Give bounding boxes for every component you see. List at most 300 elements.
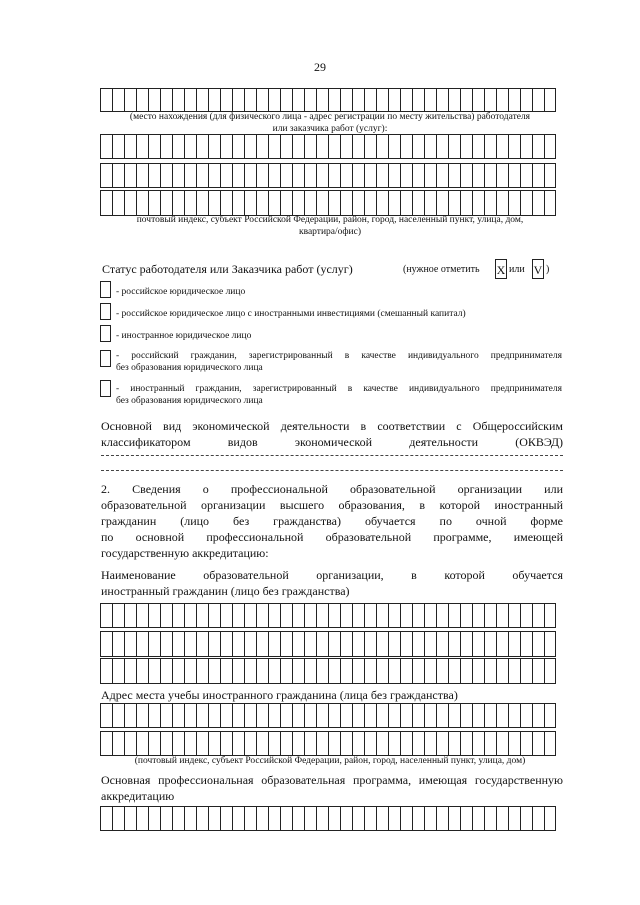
char-cell[interactable]	[172, 135, 184, 158]
char-cell[interactable]	[304, 604, 316, 627]
char-cell[interactable]	[472, 659, 484, 683]
char-cell[interactable]	[436, 604, 448, 627]
char-cell[interactable]	[448, 732, 460, 755]
char-cell[interactable]	[376, 164, 388, 187]
char-cell[interactable]	[208, 604, 220, 627]
char-cell[interactable]	[532, 164, 544, 187]
char-cell[interactable]	[460, 135, 472, 158]
char-cell[interactable]	[508, 659, 520, 683]
char-cell[interactable]	[400, 604, 412, 627]
char-cell[interactable]	[160, 659, 172, 683]
char-cell[interactable]	[208, 135, 220, 158]
char-cell[interactable]	[244, 604, 256, 627]
char-cell[interactable]	[376, 807, 388, 830]
char-cell[interactable]	[268, 807, 280, 830]
char-cell[interactable]	[160, 704, 172, 727]
char-cell[interactable]	[196, 135, 208, 158]
char-cell[interactable]	[136, 659, 148, 683]
char-cell[interactable]	[460, 604, 472, 627]
char-cell[interactable]	[520, 135, 532, 158]
char-cell[interactable]	[412, 807, 424, 830]
char-cell[interactable]	[112, 704, 124, 727]
char-cell[interactable]	[136, 632, 148, 656]
char-cell[interactable]	[460, 807, 472, 830]
char-cell[interactable]	[124, 704, 136, 727]
location-grid-row-1[interactable]	[100, 88, 556, 112]
char-cell[interactable]	[400, 659, 412, 683]
char-cell[interactable]	[184, 732, 196, 755]
char-cell[interactable]	[376, 89, 388, 111]
char-cell[interactable]	[112, 135, 124, 158]
char-cell[interactable]	[268, 191, 280, 215]
char-cell[interactable]	[328, 704, 340, 727]
char-cell[interactable]	[316, 164, 328, 187]
char-cell[interactable]	[412, 89, 424, 111]
char-cell[interactable]	[148, 732, 160, 755]
char-cell[interactable]	[496, 632, 508, 656]
char-cell[interactable]	[388, 191, 400, 215]
char-cell[interactable]	[448, 632, 460, 656]
char-cell[interactable]	[268, 732, 280, 755]
char-cell[interactable]	[136, 164, 148, 187]
char-cell[interactable]	[280, 659, 292, 683]
char-cell[interactable]	[280, 732, 292, 755]
char-cell[interactable]	[328, 807, 340, 830]
char-cell[interactable]	[136, 732, 148, 755]
char-cell[interactable]	[496, 135, 508, 158]
char-cell[interactable]	[268, 164, 280, 187]
char-cell[interactable]	[484, 604, 496, 627]
char-cell[interactable]	[520, 732, 532, 755]
char-cell[interactable]	[484, 164, 496, 187]
char-cell[interactable]	[412, 164, 424, 187]
char-cell[interactable]	[232, 191, 244, 215]
char-cell[interactable]	[148, 604, 160, 627]
char-cell[interactable]	[208, 89, 220, 111]
char-cell[interactable]	[112, 89, 124, 111]
char-cell[interactable]	[364, 89, 376, 111]
char-cell[interactable]	[448, 659, 460, 683]
char-cell[interactable]	[352, 732, 364, 755]
char-cell[interactable]	[172, 604, 184, 627]
char-cell[interactable]	[316, 807, 328, 830]
char-cell[interactable]	[280, 604, 292, 627]
char-cell[interactable]	[448, 604, 460, 627]
char-cell[interactable]	[148, 135, 160, 158]
address-grid-row-2[interactable]	[100, 163, 556, 188]
char-cell[interactable]	[244, 89, 256, 111]
char-cell[interactable]	[460, 191, 472, 215]
char-cell[interactable]	[124, 604, 136, 627]
char-cell[interactable]	[544, 659, 556, 683]
char-cell[interactable]	[472, 807, 484, 830]
char-cell[interactable]	[388, 164, 400, 187]
char-cell[interactable]	[292, 632, 304, 656]
char-cell[interactable]	[328, 604, 340, 627]
char-cell[interactable]	[100, 632, 112, 656]
status-checkbox-2[interactable]	[100, 303, 111, 320]
char-cell[interactable]	[364, 807, 376, 830]
char-cell[interactable]	[292, 164, 304, 187]
char-cell[interactable]	[100, 191, 112, 215]
char-cell[interactable]	[400, 89, 412, 111]
char-cell[interactable]	[460, 704, 472, 727]
char-cell[interactable]	[280, 704, 292, 727]
char-cell[interactable]	[244, 164, 256, 187]
char-cell[interactable]	[124, 732, 136, 755]
char-cell[interactable]	[352, 89, 364, 111]
char-cell[interactable]	[412, 604, 424, 627]
char-cell[interactable]	[340, 164, 352, 187]
char-cell[interactable]	[328, 659, 340, 683]
org-name-grid-row-2[interactable]	[100, 631, 556, 657]
char-cell[interactable]	[232, 604, 244, 627]
address-grid-row-3[interactable]	[100, 190, 556, 216]
char-cell[interactable]	[532, 704, 544, 727]
char-cell[interactable]	[124, 659, 136, 683]
char-cell[interactable]	[364, 164, 376, 187]
char-cell[interactable]	[292, 135, 304, 158]
char-cell[interactable]	[508, 807, 520, 830]
char-cell[interactable]	[520, 632, 532, 656]
char-cell[interactable]	[232, 807, 244, 830]
char-cell[interactable]	[484, 659, 496, 683]
char-cell[interactable]	[352, 604, 364, 627]
char-cell[interactable]	[496, 191, 508, 215]
char-cell[interactable]	[292, 604, 304, 627]
char-cell[interactable]	[532, 732, 544, 755]
char-cell[interactable]	[352, 659, 364, 683]
char-cell[interactable]	[472, 89, 484, 111]
char-cell[interactable]	[196, 191, 208, 215]
char-cell[interactable]	[328, 191, 340, 215]
char-cell[interactable]	[424, 164, 436, 187]
char-cell[interactable]	[124, 632, 136, 656]
char-cell[interactable]	[352, 164, 364, 187]
char-cell[interactable]	[220, 732, 232, 755]
char-cell[interactable]	[496, 89, 508, 111]
char-cell[interactable]	[208, 164, 220, 187]
char-cell[interactable]	[376, 632, 388, 656]
char-cell[interactable]	[196, 89, 208, 111]
char-cell[interactable]	[112, 732, 124, 755]
char-cell[interactable]	[340, 89, 352, 111]
char-cell[interactable]	[160, 807, 172, 830]
char-cell[interactable]	[472, 135, 484, 158]
char-cell[interactable]	[124, 89, 136, 111]
char-cell[interactable]	[112, 164, 124, 187]
char-cell[interactable]	[352, 704, 364, 727]
char-cell[interactable]	[184, 89, 196, 111]
char-cell[interactable]	[436, 632, 448, 656]
char-cell[interactable]	[208, 659, 220, 683]
study-address-grid-row-2[interactable]	[100, 731, 556, 756]
char-cell[interactable]	[292, 732, 304, 755]
char-cell[interactable]	[424, 89, 436, 111]
char-cell[interactable]	[472, 191, 484, 215]
char-cell[interactable]	[256, 164, 268, 187]
char-cell[interactable]	[148, 89, 160, 111]
char-cell[interactable]	[436, 89, 448, 111]
char-cell[interactable]	[280, 135, 292, 158]
char-cell[interactable]	[196, 704, 208, 727]
char-cell[interactable]	[436, 191, 448, 215]
char-cell[interactable]	[292, 89, 304, 111]
char-cell[interactable]	[256, 632, 268, 656]
char-cell[interactable]	[244, 135, 256, 158]
char-cell[interactable]	[184, 164, 196, 187]
char-cell[interactable]	[508, 164, 520, 187]
char-cell[interactable]	[244, 191, 256, 215]
char-cell[interactable]	[172, 659, 184, 683]
char-cell[interactable]	[508, 191, 520, 215]
char-cell[interactable]	[484, 807, 496, 830]
char-cell[interactable]	[160, 191, 172, 215]
char-cell[interactable]	[496, 732, 508, 755]
char-cell[interactable]	[220, 807, 232, 830]
char-cell[interactable]	[220, 164, 232, 187]
char-cell[interactable]	[484, 135, 496, 158]
char-cell[interactable]	[124, 164, 136, 187]
char-cell[interactable]	[256, 807, 268, 830]
char-cell[interactable]	[388, 659, 400, 683]
char-cell[interactable]	[460, 732, 472, 755]
char-cell[interactable]	[376, 732, 388, 755]
char-cell[interactable]	[316, 659, 328, 683]
char-cell[interactable]	[268, 604, 280, 627]
char-cell[interactable]	[328, 135, 340, 158]
char-cell[interactable]	[160, 732, 172, 755]
char-cell[interactable]	[508, 135, 520, 158]
char-cell[interactable]	[208, 807, 220, 830]
char-cell[interactable]	[232, 632, 244, 656]
char-cell[interactable]	[340, 135, 352, 158]
char-cell[interactable]	[520, 89, 532, 111]
char-cell[interactable]	[172, 704, 184, 727]
char-cell[interactable]	[184, 704, 196, 727]
status-checkbox-5[interactable]	[100, 380, 111, 397]
char-cell[interactable]	[340, 632, 352, 656]
char-cell[interactable]	[544, 604, 556, 627]
char-cell[interactable]	[484, 191, 496, 215]
char-cell[interactable]	[436, 135, 448, 158]
char-cell[interactable]	[232, 659, 244, 683]
char-cell[interactable]	[136, 604, 148, 627]
char-cell[interactable]	[496, 164, 508, 187]
char-cell[interactable]	[328, 732, 340, 755]
status-checkbox-1[interactable]	[100, 281, 111, 298]
char-cell[interactable]	[388, 732, 400, 755]
char-cell[interactable]	[412, 632, 424, 656]
char-cell[interactable]	[364, 632, 376, 656]
char-cell[interactable]	[112, 632, 124, 656]
char-cell[interactable]	[256, 604, 268, 627]
char-cell[interactable]	[280, 807, 292, 830]
char-cell[interactable]	[220, 632, 232, 656]
char-cell[interactable]	[256, 732, 268, 755]
char-cell[interactable]	[424, 704, 436, 727]
char-cell[interactable]	[340, 604, 352, 627]
char-cell[interactable]	[508, 732, 520, 755]
char-cell[interactable]	[496, 659, 508, 683]
char-cell[interactable]	[148, 807, 160, 830]
char-cell[interactable]	[544, 164, 556, 187]
char-cell[interactable]	[244, 659, 256, 683]
char-cell[interactable]	[376, 704, 388, 727]
char-cell[interactable]	[148, 191, 160, 215]
char-cell[interactable]	[400, 164, 412, 187]
char-cell[interactable]	[316, 89, 328, 111]
char-cell[interactable]	[196, 632, 208, 656]
char-cell[interactable]	[100, 604, 112, 627]
char-cell[interactable]	[388, 632, 400, 656]
char-cell[interactable]	[544, 191, 556, 215]
char-cell[interactable]	[316, 135, 328, 158]
char-cell[interactable]	[340, 807, 352, 830]
char-cell[interactable]	[328, 89, 340, 111]
char-cell[interactable]	[520, 191, 532, 215]
char-cell[interactable]	[532, 604, 544, 627]
char-cell[interactable]	[184, 191, 196, 215]
char-cell[interactable]	[508, 604, 520, 627]
char-cell[interactable]	[208, 632, 220, 656]
char-cell[interactable]	[220, 89, 232, 111]
char-cell[interactable]	[424, 632, 436, 656]
char-cell[interactable]	[496, 704, 508, 727]
char-cell[interactable]	[508, 632, 520, 656]
char-cell[interactable]	[148, 632, 160, 656]
char-cell[interactable]	[172, 732, 184, 755]
char-cell[interactable]	[268, 659, 280, 683]
char-cell[interactable]	[268, 135, 280, 158]
char-cell[interactable]	[472, 164, 484, 187]
char-cell[interactable]	[532, 807, 544, 830]
char-cell[interactable]	[544, 135, 556, 158]
char-cell[interactable]	[328, 632, 340, 656]
char-cell[interactable]	[400, 807, 412, 830]
char-cell[interactable]	[112, 807, 124, 830]
char-cell[interactable]	[364, 732, 376, 755]
char-cell[interactable]	[388, 807, 400, 830]
char-cell[interactable]	[148, 659, 160, 683]
char-cell[interactable]	[304, 135, 316, 158]
char-cell[interactable]	[304, 732, 316, 755]
char-cell[interactable]	[160, 164, 172, 187]
char-cell[interactable]	[412, 135, 424, 158]
char-cell[interactable]	[376, 191, 388, 215]
char-cell[interactable]	[448, 164, 460, 187]
char-cell[interactable]	[280, 632, 292, 656]
char-cell[interactable]	[304, 704, 316, 727]
char-cell[interactable]	[172, 89, 184, 111]
char-cell[interactable]	[208, 191, 220, 215]
char-cell[interactable]	[364, 604, 376, 627]
char-cell[interactable]	[268, 632, 280, 656]
char-cell[interactable]	[376, 604, 388, 627]
char-cell[interactable]	[160, 632, 172, 656]
char-cell[interactable]	[220, 135, 232, 158]
char-cell[interactable]	[148, 704, 160, 727]
char-cell[interactable]	[112, 604, 124, 627]
char-cell[interactable]	[160, 89, 172, 111]
char-cell[interactable]	[424, 604, 436, 627]
char-cell[interactable]	[436, 659, 448, 683]
char-cell[interactable]	[136, 135, 148, 158]
char-cell[interactable]	[136, 704, 148, 727]
char-cell[interactable]	[304, 807, 316, 830]
char-cell[interactable]	[196, 164, 208, 187]
char-cell[interactable]	[352, 135, 364, 158]
char-cell[interactable]	[112, 191, 124, 215]
char-cell[interactable]	[100, 164, 112, 187]
char-cell[interactable]	[232, 732, 244, 755]
char-cell[interactable]	[544, 704, 556, 727]
char-cell[interactable]	[232, 704, 244, 727]
char-cell[interactable]	[100, 135, 112, 158]
char-cell[interactable]	[316, 632, 328, 656]
char-cell[interactable]	[364, 704, 376, 727]
status-checkbox-4[interactable]	[100, 350, 111, 367]
char-cell[interactable]	[436, 807, 448, 830]
char-cell[interactable]	[436, 164, 448, 187]
char-cell[interactable]	[196, 604, 208, 627]
char-cell[interactable]	[292, 191, 304, 215]
char-cell[interactable]	[268, 704, 280, 727]
char-cell[interactable]	[160, 135, 172, 158]
char-cell[interactable]	[232, 164, 244, 187]
char-cell[interactable]	[124, 191, 136, 215]
char-cell[interactable]	[460, 89, 472, 111]
char-cell[interactable]	[256, 135, 268, 158]
char-cell[interactable]	[340, 191, 352, 215]
char-cell[interactable]	[172, 191, 184, 215]
char-cell[interactable]	[232, 89, 244, 111]
char-cell[interactable]	[160, 604, 172, 627]
char-cell[interactable]	[508, 704, 520, 727]
status-checkbox-3[interactable]	[100, 325, 111, 342]
char-cell[interactable]	[244, 732, 256, 755]
char-cell[interactable]	[472, 704, 484, 727]
char-cell[interactable]	[364, 659, 376, 683]
char-cell[interactable]	[292, 704, 304, 727]
char-cell[interactable]	[256, 191, 268, 215]
char-cell[interactable]	[184, 604, 196, 627]
char-cell[interactable]	[364, 191, 376, 215]
char-cell[interactable]	[352, 807, 364, 830]
char-cell[interactable]	[400, 191, 412, 215]
char-cell[interactable]	[376, 659, 388, 683]
char-cell[interactable]	[412, 191, 424, 215]
char-cell[interactable]	[388, 704, 400, 727]
char-cell[interactable]	[544, 632, 556, 656]
char-cell[interactable]	[100, 89, 112, 111]
char-cell[interactable]	[472, 632, 484, 656]
char-cell[interactable]	[472, 604, 484, 627]
char-cell[interactable]	[424, 135, 436, 158]
char-cell[interactable]	[544, 807, 556, 830]
char-cell[interactable]	[208, 732, 220, 755]
char-cell[interactable]	[472, 732, 484, 755]
char-cell[interactable]	[148, 164, 160, 187]
char-cell[interactable]	[244, 632, 256, 656]
char-cell[interactable]	[532, 632, 544, 656]
char-cell[interactable]	[412, 704, 424, 727]
char-cell[interactable]	[448, 89, 460, 111]
char-cell[interactable]	[136, 191, 148, 215]
char-cell[interactable]	[220, 659, 232, 683]
char-cell[interactable]	[532, 89, 544, 111]
char-cell[interactable]	[304, 89, 316, 111]
